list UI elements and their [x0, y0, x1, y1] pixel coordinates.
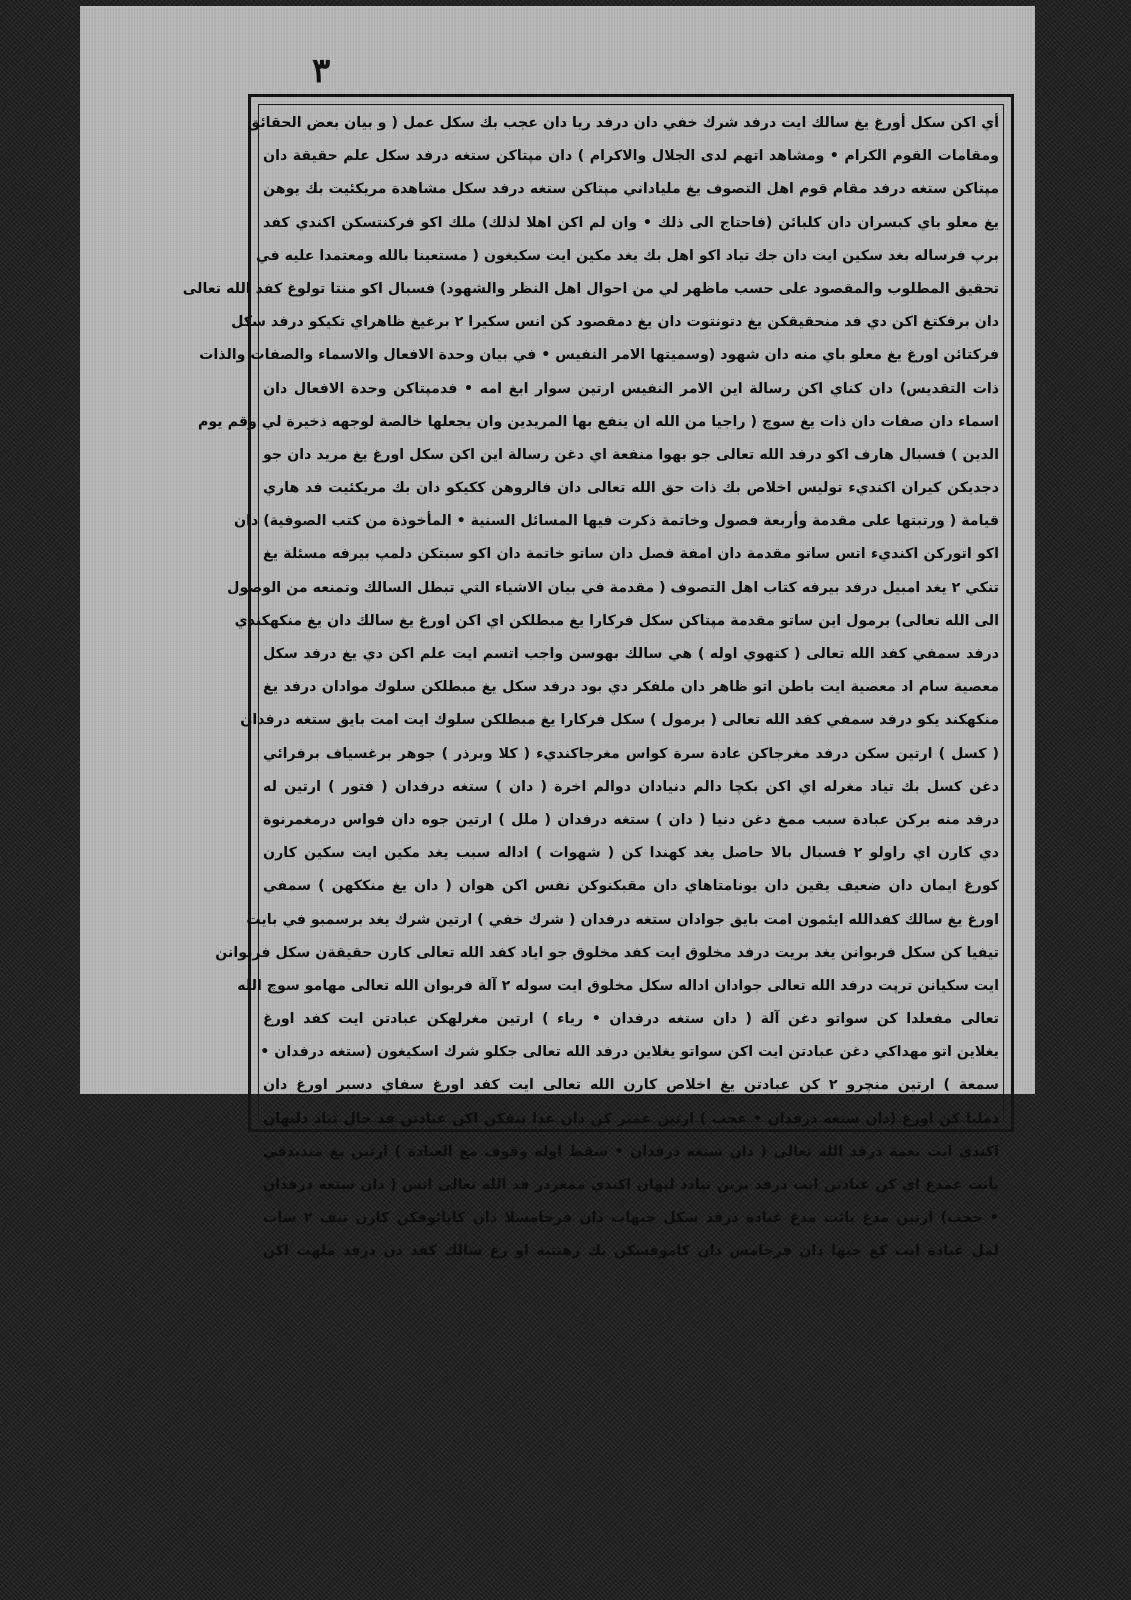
text-frame-outer	[182, 94, 1014, 1260]
text-line: تعالى مفعلدا كن سواتو دغن آلة ( دان ستغه درفدان • رياء ) ارتين مغرلهكن عبادتن ايت كفد اورغ	[263, 1011, 999, 1028]
text-line: دان برفكتغ اكن دي فد منحقيقكن يغ دتونتوت دان يغ دمقصود كن انس سكيرا ٢ برغيغ ظاهراي تكيكو درفد سكل	[231, 314, 999, 331]
text-line: دجديكن كيران اكنديء توليس اخلاص بك ذات حق الله تعالى دان فالروهن ككيكو دان بك مريكئيت فد هاري	[263, 480, 999, 497]
text-line: قيامة ( ورتبتها على مقدمة وأربعة فصول وخاتمة ذكرت فيها المسائل السنية • المأخوذة من كتب الصوفية) دان	[234, 513, 999, 530]
text-frame-inner	[182, 104, 1004, 1260]
text-line: الدين ) فسبال هارف اكو درفد الله تعالى جو بهوا منفعة اي دغن رسالة اين اكن سكل اورغ يغ مريد دان جو	[263, 446, 999, 463]
text-line: كورغ ايمان دان ضعيف يقين دان يونامتاهاي دان مقبكنوكن نفس اكن هوان ( دان يغ منككهن ) سمفي	[263, 878, 999, 895]
text-line: يغلاين اتو مهداكي دغن عبادتن ايت اكن سواتو يغلاين درفد الله تعالى جكلو شرك اسكيغون (ستغه درفدان •	[260, 1044, 999, 1061]
body-text	[182, 107, 999, 1260]
text-line: مپتاكن ستغه درفد مقام قوم اهل التصوف يغ ملياداني مپتاكن ستغه درفد سكل مشاهدة مريكئيت بك يوهن	[263, 181, 999, 198]
text-line: دغن كسل بك تياد مغرله اي اكن بكچا دالم دنيادان دوالم اخرة ( دان ) ستغه درفدان ( فتور ) ارتين له	[263, 778, 999, 795]
text-line: دي كارن اي راولو ٢ فسبال بالا حاصل يغد كهندا كن ( شهوات ) اداله سبب يغد مكين ايت سكين كارن	[263, 845, 999, 862]
text-line: سمعة ) ارتين منچرو ٢ كن عبادتن يغ اخلاص كارن الله تعالى ايت كفد اورغ سفاي دسبر اورغ دان	[263, 1077, 999, 1094]
text-line: ايت سكيانن ترپت درفد الله تعالى جوادان اداله سكل مخلوق ايت سوله ٢ آلة فربوان الله تعالى مهامو سوچ الله	[237, 977, 999, 994]
text-line: لمل عبادة ايت كغ جيها دان فرجامس دان كاموفسكن ڽك رهنتيه او رغ سالك كفد دن درفد ملهت اكن	[263, 1243, 999, 1260]
text-line: • حجب) ارتين مدغ يائت مدغ عبادة درفد سكل جيهات دان فرجامسلا دان كايائوفكن كارن تيف ٢ سات	[263, 1210, 999, 1227]
text-line: اكو اتوركن اكنديء اتس ساتو مقدمة دان امفة فصل دان ساتو خاتمة دان اكو سبتكن دلمپ بيرفه مسئلة يغ	[263, 546, 999, 563]
text-line: ومقامات القوم الكرام • ومشاهد اتهم لدى الجلال والاكرام ) دان مپتاكن ستغه درفد سكل علم حقيقة دان	[263, 148, 999, 165]
text-line: معصية سام اد معصية ايت باطن اتو ظاهر دان ملفكر دي بود درفد سكل يغ مبطلكن سلوك موادان درفد يغ	[263, 679, 999, 696]
text-line: درفد سمفي كفد الله تعالى ( كتهوي اوله ) هي سالك بهوسن واجب اتسم ايت علم اكن دي يغ درفد سكل	[263, 646, 999, 662]
text-line: ( كسل ) ارتين سكن درفد مغرجاكن عادة سرة كواس مغرجاكنديء ( كلا وبرذر ) جوهر برغسياف برفرائي	[263, 745, 999, 762]
text-line: أي اكن سكل أورغ يغ سالك ايت درفد شرك خفي دان درفد ريا دان عجب بك سكل عمل ( و بيان بعض الحقائق	[247, 115, 999, 131]
page-number: ٣	[312, 51, 331, 91]
text-line: الى الله تعالى) برمول اين ساتو مقدمة مپتاكن سكل فركارا يغ مبطلكن اي اكن اورغ يغ سالك دان يغ منكهكندي	[234, 612, 999, 629]
text-line: برپ فرساله بغد سكين ايت دان جك تياد اكو اهل بك يغد مكين ايت سكيغون ( مستعينا بالله ومعتمدا عليه في	[256, 247, 999, 264]
text-line: تنكي ٢ يغد امبيل درفد بيرفه كتاب اهل التصوف ( مقدمة في بيان الاشياء التي تبطل السالك وتمنعه من الوصول	[227, 579, 999, 596]
text-line: اورغ يغ سالك كفدالله ايئمون امت بايق جوادان ستغه درفدان ( شرك خفي ) ارتين شرك يغد برسمبو في بايت	[246, 911, 999, 928]
text-line: منكهكند يكو درفد سمفي كفد الله تعالى ( برمول ) سكل فركارا يغ مبطلكن سلوك ايت امت بايق ستغه درفدان	[240, 712, 999, 729]
text-line: تيفيا كن سكل فربوانن يغد بريت درفد مخلوق ايت كفد مخلوق جو اياد كفد الله تعالى كارن حقيقةن سكل فربوانن	[215, 944, 999, 961]
text-line: فركتائن اورغ يغ معلو باي منه دان شهود (وسميتها الامر النفيس • في بيان وحدة الافعال والاسماء والصفات والذات	[199, 347, 999, 364]
text-line: ذات التقديس) دان كناي اكن رسالة اين الامر النفيس ارتين سوار ابغ امه • فدمپتاكن وحدة الافعال دان	[263, 380, 999, 397]
text-line: درفد منه بركن عبادة سبب ممغ دغن دنيا ( دان ) ستغه درفدان ( ملل ) ارتين جوه دان فواس درمغمرنوة	[263, 811, 999, 828]
text-line: دمليا كن اورغ (دان ستغه درفدان • عجب ) ارتين عمبر كن دان عدا بنقكن اكن عبادتن فد حال تياد دلپهان	[263, 1110, 999, 1127]
text-line: تحقيق المطلوب والمقصود على حسب ماظهر لي من احوال اهل النظر والشهود) فسبال اكو منتا تولوغ كفد الله تعالى	[182, 280, 999, 297]
text-line: يأنت عمدغ اي كن عبادتن ايت درفد بربن تيادد لپهان اكندي ممغردر فد الله تعالى اتس ( دان ستغه درفدان	[263, 1177, 999, 1193]
text-line: اكندي ايت نعمة درفد الله تعالى ( دان ستغه درفدان • سقط اوله وقوف مع العبادة ) ارتين يغ منديدفي	[263, 1143, 999, 1160]
text-line: اسماء دان صفات دان ذات يغ سوچ ( راجيا من الله ان ينفع بها المريدين وان يجعلها خالصة لوجهه ذخيرة لي وقم يوم	[198, 413, 999, 430]
text-line: يغ معلو باي كبسران دان كلبائن (فاحتاج الى ذلك • وان لم اكن اهلا لذلك) ملك اكو فركنتسكن اكندي كفد	[263, 214, 999, 231]
